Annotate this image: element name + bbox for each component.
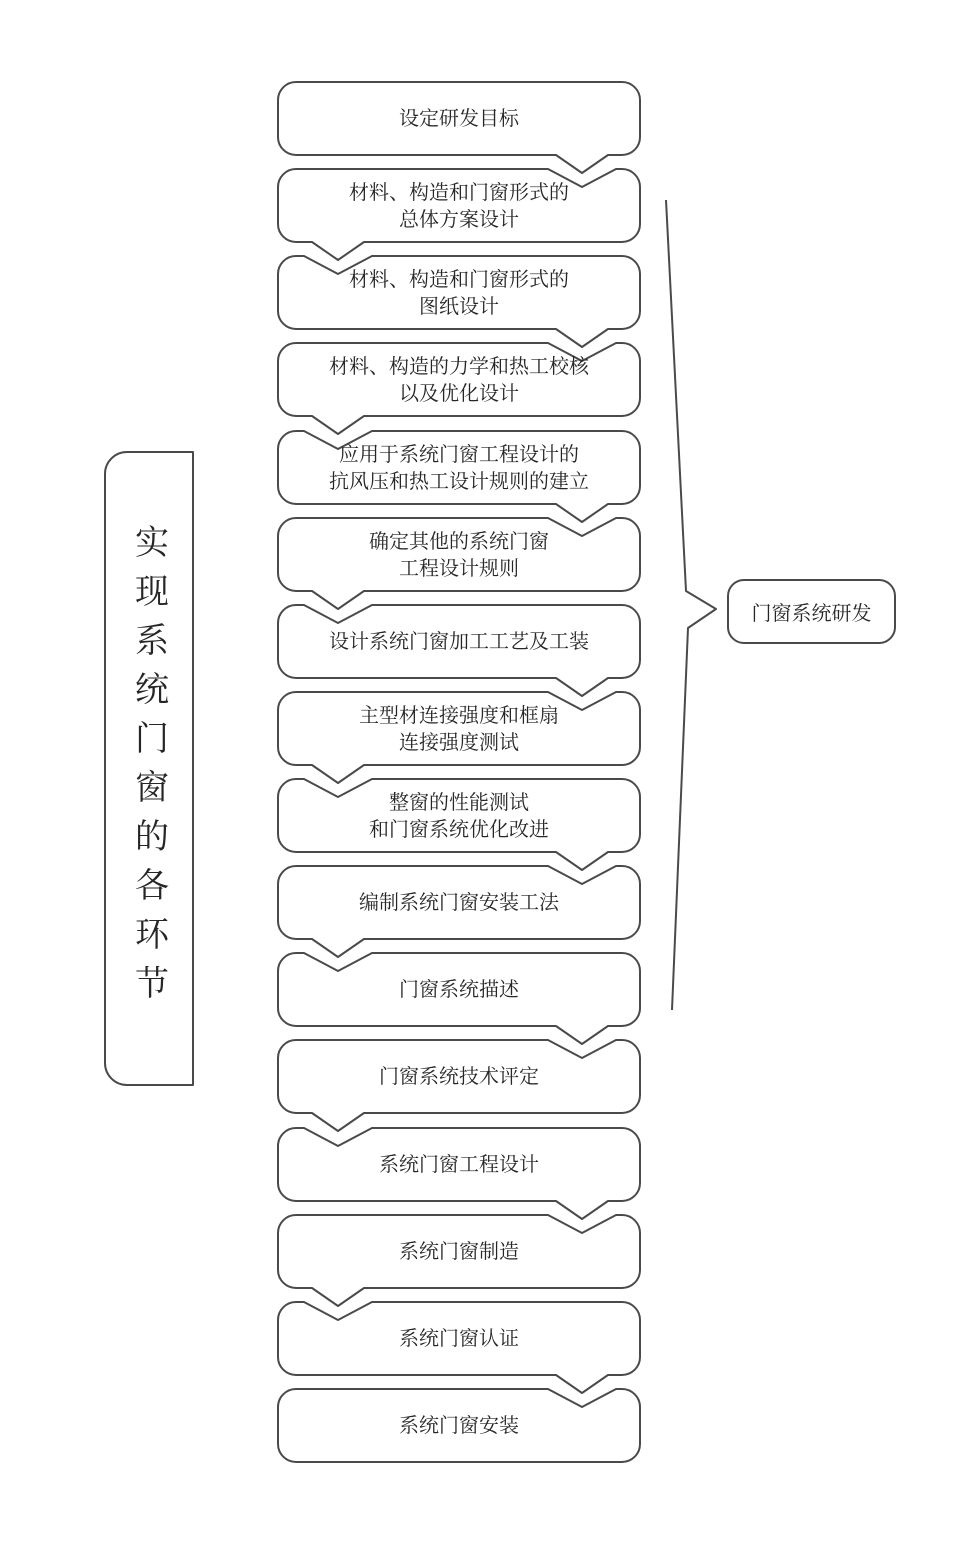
rd-result-label: 门窗系统研发	[751, 601, 872, 625]
flow-step-box	[278, 1040, 640, 1131]
flow-step-label-10: 编制系统门窗安装工法	[359, 890, 559, 914]
flow-step-box	[278, 431, 640, 522]
flow-step-box	[278, 1215, 640, 1306]
flow-step-label-3: 材料、构造和门窗形式的 图纸设计	[349, 266, 569, 318]
flow-step-label-5: 应用于系统门窗工程设计的 抗风压和热工设计规则的建立	[329, 441, 589, 493]
flow-step-box	[278, 866, 640, 957]
flow-step-label-9: 整窗的性能测试 和门窗系统优化改进	[369, 789, 549, 841]
flow-step-box	[278, 1389, 640, 1462]
flow-step-box	[278, 169, 640, 260]
flow-step-box	[278, 256, 640, 347]
left-bracket-label	[105, 452, 193, 1085]
left-bracket-text: 实现系统门窗的各环节	[128, 523, 169, 1014]
flow-step-box	[278, 953, 640, 1044]
flow-step-label-1: 设定研发目标	[399, 106, 519, 130]
flow-step-label-14: 系统门窗制造	[399, 1239, 519, 1263]
flow-step-label-12: 门窗系统技术评定	[379, 1064, 539, 1088]
flow-step-box	[278, 82, 640, 173]
flow-step-label-13: 系统门窗工程设计	[379, 1152, 539, 1176]
flow-step-label-6: 确定其他的系统门窗 工程设计规则	[369, 528, 549, 580]
flow-step-box	[278, 1302, 640, 1393]
flow-step-label-15: 系统门窗认证	[399, 1326, 519, 1350]
flow-step-box	[278, 343, 640, 434]
rd-brace	[666, 200, 716, 1010]
flow-step-box	[278, 1128, 640, 1219]
flow-step-label-11: 门窗系统描述	[399, 977, 519, 1001]
flow-step-box	[278, 518, 640, 609]
flow-step-label-4: 材料、构造的力学和热工校核 以及优化设计	[329, 353, 589, 405]
flow-step-label-8: 主型材连接强度和框扇 连接强度测试	[359, 702, 559, 754]
flow-step-box	[278, 605, 640, 696]
flow-step-box	[278, 779, 640, 870]
flow-step-label-16: 系统门窗安装	[399, 1413, 519, 1437]
flow-step-label-2: 材料、构造和门窗形式的 总体方案设计	[349, 179, 569, 231]
flow-step-label-7: 设计系统门窗加工工艺及工装	[329, 629, 589, 653]
flow-step-box	[278, 692, 640, 783]
